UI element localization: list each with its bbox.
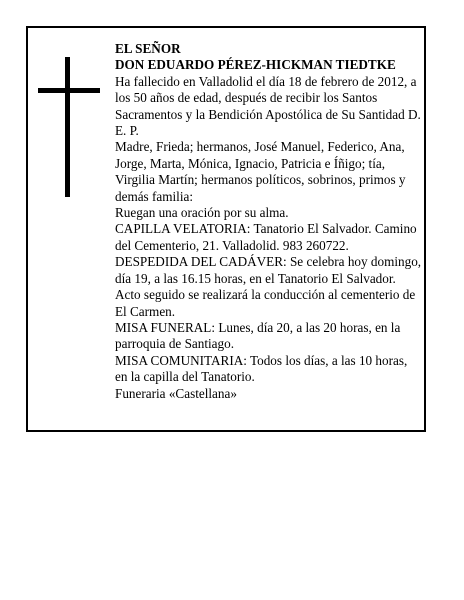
funeral-home: Funeraria «Castellana» xyxy=(115,385,237,401)
notice-title: EL SEÑOR xyxy=(115,41,181,56)
farewell-ceremony: DESPEDIDA DEL CADÁVER: Se celebra hoy domingo, día 19, a las 16.15 horas, en el Tanatorio El Salvador. Acto seguido se realizará la conducción al cementerio de El Carmen. xyxy=(115,254,422,319)
obituary-notice xyxy=(26,26,426,432)
cross-icon xyxy=(38,57,100,197)
cross-vertical-bar xyxy=(65,57,70,197)
notice-text xyxy=(115,41,423,402)
cross-horizontal-bar xyxy=(38,88,100,93)
prayer-request: Ruegan una oración por su alma. xyxy=(115,205,289,221)
deceased-name: DON EDUARDO PÉREZ-HICKMAN TIEDTKE xyxy=(115,57,396,73)
funeral-mass: MISA FUNERAL: Lunes, día 20, a las 20 horas, en la parroquia de Santiago. xyxy=(115,319,401,352)
community-mass: MISA COMUNITARIA: Todos los días, a las 10 horas, en la capilla del Tanatorio. xyxy=(115,352,408,385)
death-announcement: Ha fallecido en Valladolid el día 18 de febrero de 2012, a los 50 años de edad, después de recibir los Santos Sacramentos y la Bendición Apostólica de Su Santidad D. E. P. xyxy=(115,73,421,139)
wake-chapel: CAPILLA VELATORIA: Tanatorio El Salvador. Camino del Cementerio, 21. Valladolid. 983 260722. xyxy=(115,221,417,253)
family-list: Madre, Frieda; hermanos, José Manuel, Federico, Ana, Jorge, Marta, Mónica, Ignacio, Patricia e Íñigo; tía, Virgilia Martín; hermanos políticos, sobrinos, primos y demás familia: xyxy=(115,139,406,204)
